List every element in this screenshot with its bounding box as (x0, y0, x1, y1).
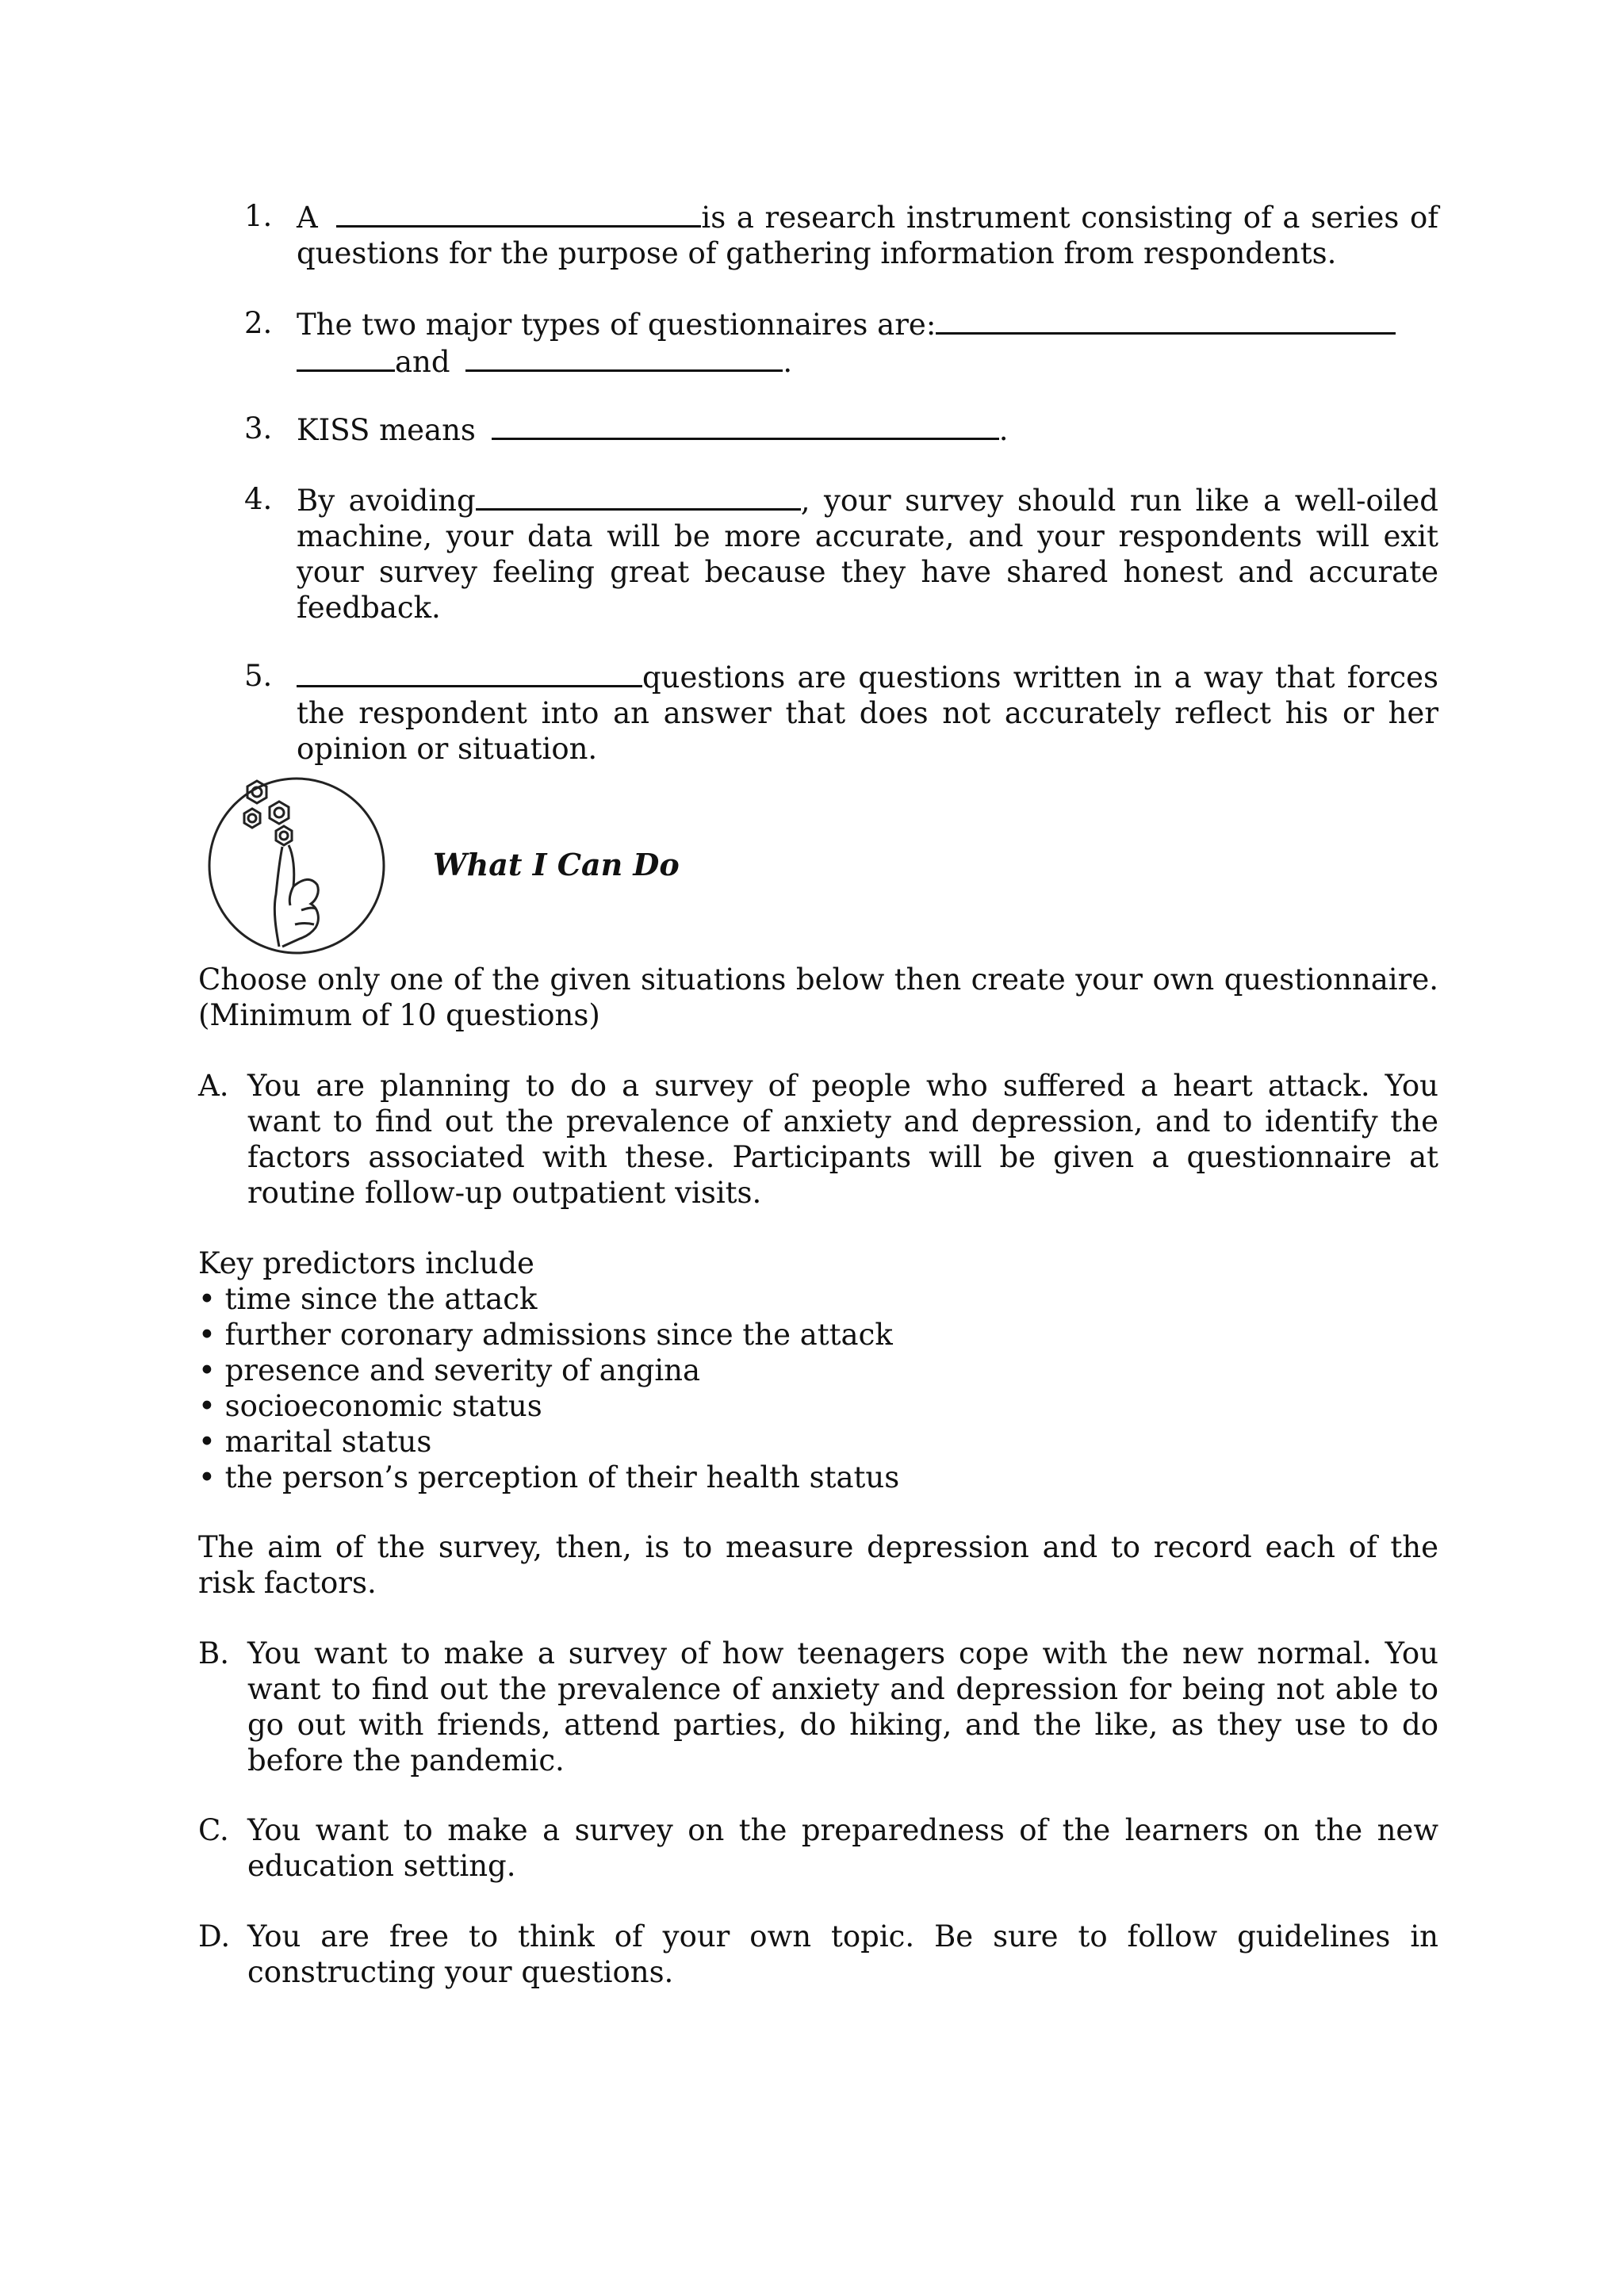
answer-blank[interactable] (465, 342, 783, 372)
situation-c (198, 1812, 1438, 1884)
question-text-pre: KISS means (297, 413, 476, 447)
question-5 (244, 658, 1438, 767)
question-text-post: is a research instrument consisting of a series of questions for the purpose of gathering information from respondents. (297, 201, 1438, 270)
question-1 (244, 198, 1438, 271)
situation-letter: A. (198, 1069, 229, 1103)
question-text-pre: The two major types of questionnaires are: (297, 308, 936, 342)
survey-aim: The aim of the survey, then, is to measure depression and to record each of the risk factors. (198, 1530, 1438, 1600)
key-predictors (198, 1246, 1308, 1495)
question-2 (244, 305, 1438, 380)
question-text-post: questions are questions written in a way that forces the respondent into an answer that does not accurately reflect his or her opinion or situation. (297, 660, 1438, 766)
question-text-pre: A (297, 201, 318, 235)
predictors-intro: Key predictors include (198, 1246, 534, 1280)
predictor-item: • time since the attack (198, 1282, 538, 1316)
question-3 (244, 411, 1438, 448)
section-title: What I Can Do (433, 847, 680, 882)
question-number: 5. (244, 659, 273, 693)
answer-blank[interactable] (936, 305, 1396, 335)
question-number: 3. (244, 411, 273, 446)
situation-letter: D. (198, 1919, 231, 1954)
instructions: Choose only one of the given situations below then create your own questionnaire. (Minimum of 10 questions) (198, 962, 1438, 1032)
question-text-mid: and (395, 345, 450, 379)
question-number: 4. (244, 482, 273, 516)
question-text-post: . (783, 345, 793, 379)
situation-text: You want to make a survey of how teenagers cope with the new normal. You want to find out the prevalence of anxiety and depression for being not able to go out with friends, attend parties, do hiking, and the like, as they use to do before the pandemic. (247, 1636, 1438, 1777)
situation-letter: C. (198, 1813, 229, 1847)
situation-a (198, 1068, 1438, 1211)
predictor-item: • marital status (198, 1425, 432, 1459)
answer-blank[interactable] (476, 481, 801, 511)
situation-letter: B. (198, 1636, 229, 1670)
situation-d (198, 1919, 1438, 1990)
hand-with-gears-icon (200, 767, 398, 959)
answer-blank[interactable] (492, 411, 999, 440)
situation-text: You are planning to do a survey of people who suffered a heart attack. You want to find out the prevalence of anxiety and depression, and to identify the factors associated with these. Participants will be given a questionnaire at routine follow-up outpatient visits. (247, 1069, 1438, 1210)
predictor-item: • presence and severity of angina (198, 1353, 701, 1387)
answer-blank[interactable] (336, 198, 701, 228)
situation-text: You are free to think of your own topic. Be sure to follow guidelines in constructing your questions. (247, 1919, 1438, 1989)
answer-blank[interactable] (297, 658, 642, 687)
question-4 (244, 481, 1438, 626)
situation-text: You want to make a survey on the preparedness of the learners on the new education setting. (247, 1813, 1438, 1883)
predictor-item: • socioeconomic status (198, 1389, 542, 1423)
question-text-post: , your survey should run like a well-oiled machine, your data will be more accurate, and your respondents will exit your survey feeling great because they have shared honest and accurate feedback. (297, 484, 1438, 625)
answer-blank-continued[interactable] (297, 342, 395, 372)
predictor-item: • the person’s perception of their health status (198, 1460, 900, 1494)
question-text-pre: By avoiding (297, 484, 476, 518)
question-number: 2. (244, 306, 273, 340)
question-text-post: . (998, 413, 1009, 447)
predictor-item: • further coronary admissions since the attack (198, 1318, 893, 1352)
question-number: 1. (244, 199, 273, 233)
situation-b (198, 1636, 1438, 1778)
